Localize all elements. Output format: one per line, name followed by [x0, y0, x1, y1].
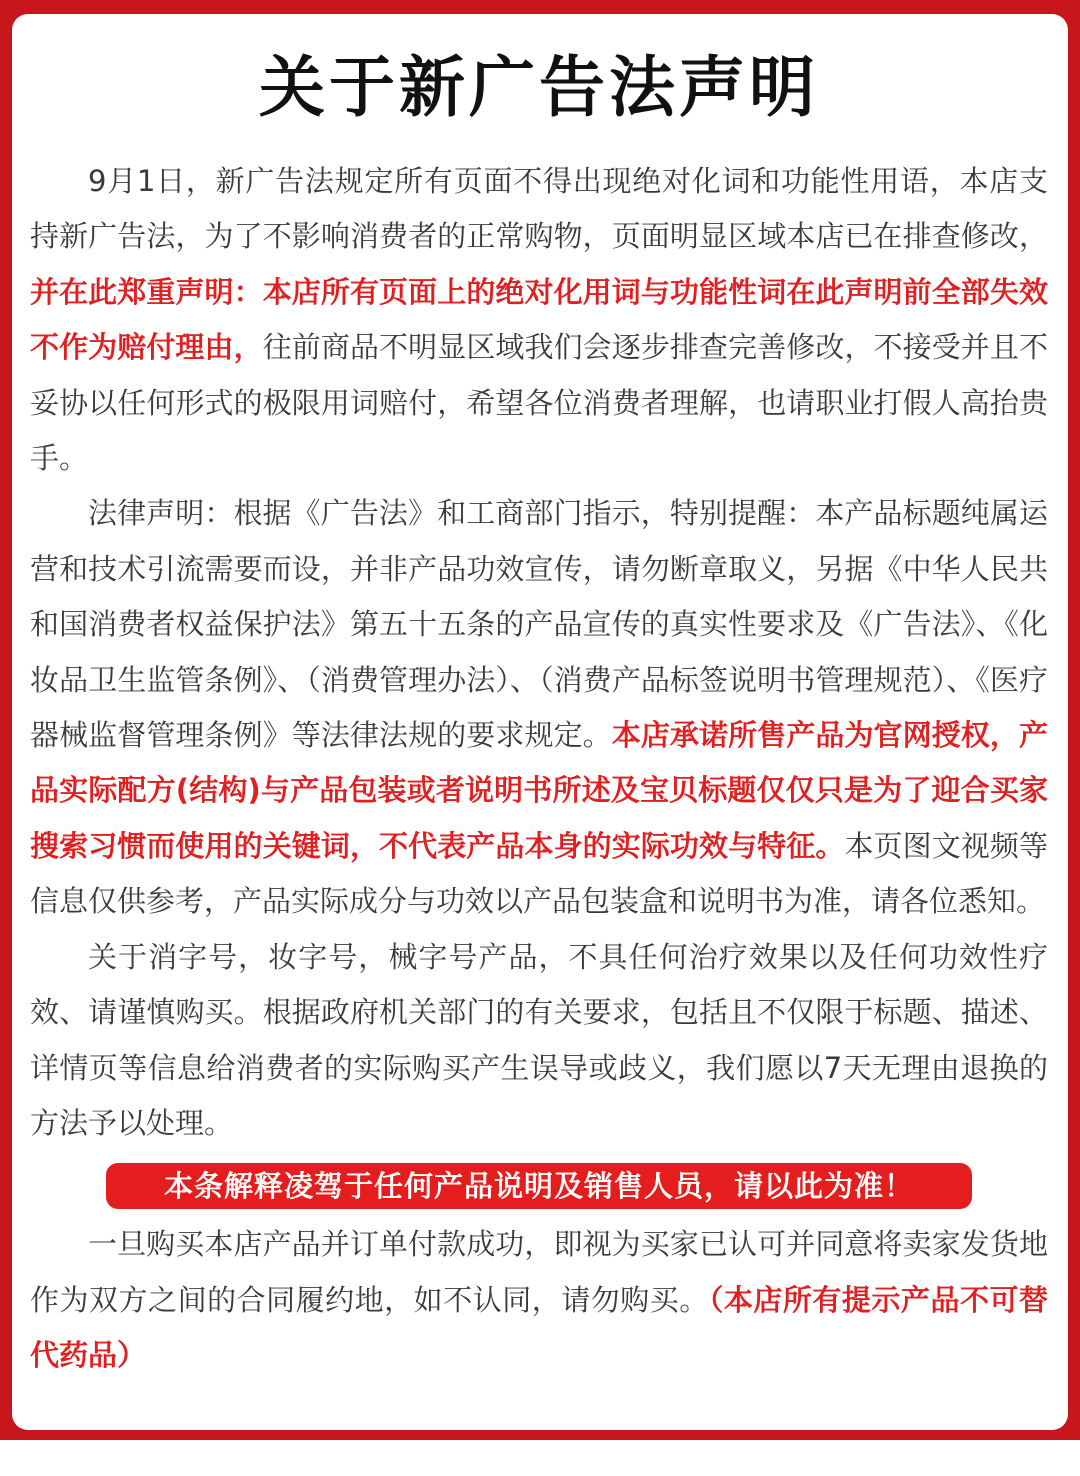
page-title: 关于新广告法声明 — [259, 49, 819, 126]
notice-banner: 本条解释凌驾于任何产品说明及销售人员，请以此为准！ — [106, 1163, 972, 1209]
paragraph-legal-statement — [30, 486, 1048, 929]
paragraph-purchase-terms — [30, 1217, 1048, 1383]
paragraph-purchase-text: 一旦购买本店产品并订单付款成功，即视为买家已认可并同意将卖家发货地作为双方之间的合同履约地，如不认同，请勿购买。 — [30, 1227, 1048, 1317]
paragraph-legal-highlight: 本店承诺所售产品为官网授权，产品实际配方(结构)与产品包装或者说明书所述及宝贝标题仅仅只是为了迎合买家搜索习惯而使用的关键词，不代表产品本身的实际功效与特征。 — [30, 718, 1048, 863]
paragraph-product-license: 关于消字号，妆字号，械字号产品，不具任何治疗效果以及任何功效性疗效、请谨慎购买。根据政府机关部门的有关要求，包括且不仅限于标题、描述、详情页等信息给消费者的实际购买产生误导或歧义，我们愿以7天无理由退换的方法予以处理。 — [30, 939, 1048, 1140]
paragraph-legal-outro: 本页图文视频等信息仅供参考，产品实际成分与功效以产品包装盒和说明书为准，请各位悉知。 — [30, 828, 1048, 919]
bottom-margin — [0, 1440, 1080, 1476]
paragraph-legal-intro: 法律声明：根据《广告法》和工商部门指示，特别提醒：本产品标题纯属运营和技术引流需要而设，并非产品功效宣传，请勿断章取义，另据《中华人民共和国消费者权益保护法》第五十五条的产品宣传的真实性要求及《广告法》、《化妆品卫生监管条例》、（消费管理办法）、（消费产品标签说明书管理规范）、《医疗器械监督管理条例》等法律法规的要求规定。 — [30, 496, 1048, 753]
notice-panel — [12, 14, 1068, 1430]
paragraph-ad-law-outro: 往前商品不明显区域我们会逐步排查完善修改，不接受并且不妥协以任何形式的极限用词赔付，希望各位消费者理解，也请职业打假人高抬贵手。 — [30, 330, 1048, 476]
paragraph-ad-law-intro: 9月1日，新广告法规定所有页面不得出现绝对化词和功能性用语，本店支持新广告法，为了不影响消费者的正常购物，页面明显区域本店已在排查修改， — [30, 164, 1048, 254]
paragraph-ad-law-highlight: 并在此郑重声明：本店所有页面上的绝对化用词与功能性词在此声明前全部失效不作为赔付理由， — [30, 274, 1048, 365]
paragraph-purchase-highlight: （本店所有提示产品不可替代药品） — [30, 1282, 1048, 1373]
paragraph-ad-law — [30, 154, 1048, 486]
